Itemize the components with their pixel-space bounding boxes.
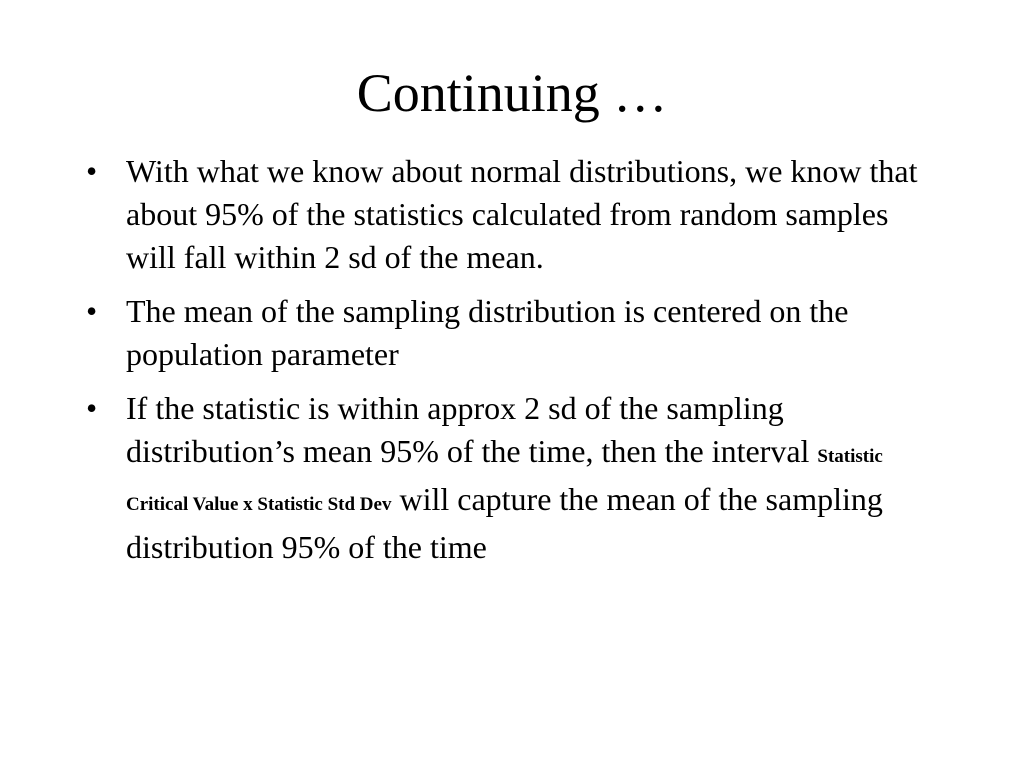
bullet-text: With what we know about normal distributions, we know that about 95% of the statistics calculated from random samples will fall within 2 sd of the mean. bbox=[126, 153, 918, 275]
slide-title: Continuing … bbox=[356, 63, 668, 123]
bullet-icon: • bbox=[86, 293, 98, 329]
bullet-text: The mean of the sampling distribution is centered on the population parameter bbox=[126, 293, 849, 372]
bullet-item-1 bbox=[84, 150, 944, 279]
bullet-text-after-formula: will capture the mean of the sampling distribution 95% of the time bbox=[126, 481, 883, 565]
bullet-icon: • bbox=[86, 153, 98, 189]
bullet-list bbox=[84, 150, 944, 580]
bullet-text-before-formula: If the statistic is within approx 2 sd of the sampling distribution’s mean 95% of the time, then the interval bbox=[126, 390, 810, 469]
bullet-icon: • bbox=[86, 390, 98, 426]
bullet-item-3 bbox=[84, 387, 944, 569]
formula-statistic: Statistic bbox=[817, 446, 883, 467]
bullet-item-2 bbox=[84, 290, 944, 376]
formula-critical-value: Critical Value x Statistic Std Dev bbox=[126, 494, 392, 515]
